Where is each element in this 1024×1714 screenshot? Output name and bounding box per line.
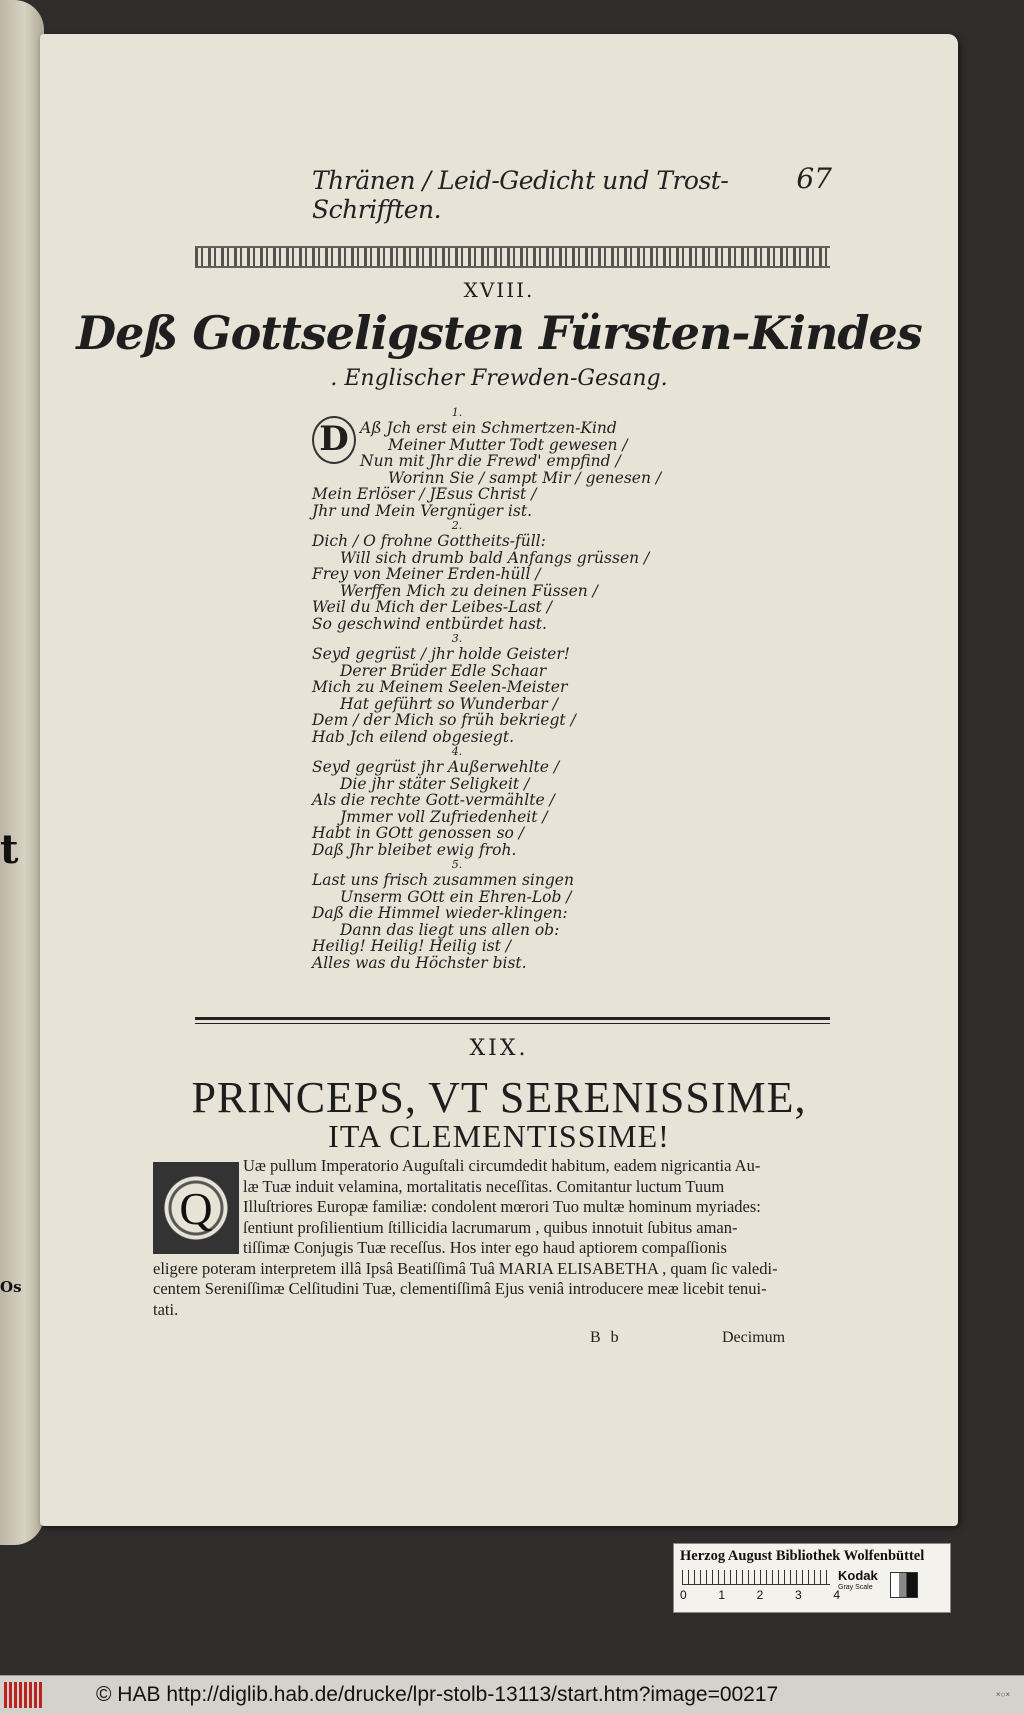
poem-line: So geschwind entbürdet hast.	[312, 614, 547, 633]
stanza	[312, 406, 712, 519]
stanza-number: 3.	[451, 632, 463, 645]
page-number: 67	[796, 162, 832, 195]
previous-page-edge	[0, 0, 44, 1545]
scale-number: 1	[718, 1588, 726, 1602]
prose-line: Illuſtriores Europæ familiæ: condolent mœrori Tuo multæ hominum myriades:	[243, 1197, 761, 1216]
prose-line: ſentiunt proſilientium ſtillicidia lacrumarum , quibus innotuit ſubitus aman-	[243, 1217, 738, 1237]
previous-page-fragment: t	[0, 826, 19, 873]
poem	[312, 406, 712, 971]
poem-line: Seyd gegrüst / jhr holde Geister!	[312, 645, 570, 663]
copyright-url[interactable]: © HAB http://diglib.hab.de/drucke/lpr-stolb-13113/start.htm?image=00217	[96, 1683, 779, 1706]
poem-line: Daß Jhr bleibet ewig froh.	[312, 840, 517, 859]
color-calibration-card	[673, 1543, 951, 1613]
poem-line: Mein Erlöser / JEsus Christ /	[312, 485, 537, 503]
poem-line: Die jhr stäter Seligkeit /	[340, 774, 530, 793]
poem-line: Last uns frisch zusammen singen	[312, 871, 574, 889]
scale-number: 3	[794, 1588, 802, 1602]
section-number: XIX.	[469, 1036, 529, 1061]
signature-mark: B b	[590, 1329, 622, 1346]
kodak-brand: Kodak	[838, 1568, 878, 1583]
poem-line: Meiner Mutter Todt gewesen /	[388, 435, 628, 454]
poem-line: Weil du Mich der Leibes-Last /	[312, 598, 552, 616]
stanza-number: 2.	[451, 519, 463, 532]
gray-scale-label: Gray Scale	[838, 1584, 873, 1591]
stanza-number: 4.	[451, 745, 463, 758]
prose-line: tati.	[153, 1299, 179, 1319]
stanza-number: 5.	[451, 858, 463, 871]
poem-line: Dich / O frohne Gottheits-füll:	[312, 532, 546, 550]
poem-line: Dann das liegt uns allen ob:	[340, 920, 560, 939]
poem-line: Unserm GOtt ein Ehren-Lob /	[340, 887, 572, 906]
poem-line: Heilig! Heilig! Heilig ist /	[312, 937, 511, 955]
poem-line: Habt in GOtt genossen so /	[312, 824, 525, 842]
gray-swatch	[890, 1572, 918, 1598]
library-name: Herzog August Bibliothek Wolfenbüttel	[680, 1548, 925, 1564]
hab-logo-icon	[4, 1682, 44, 1708]
scale-number: 0	[680, 1588, 687, 1602]
poem-line: Worinn Sie / sampt Mir / genesen /	[388, 468, 662, 487]
section-title: PRINCEPS, VT SERENISSIME,	[191, 1073, 807, 1122]
poem-line: Frey von Meiner Erden-hüll /	[312, 565, 541, 583]
poem-line: Alles was du Höchster bist.	[312, 953, 527, 972]
section-subtitle: . Englischer Frewden-Gesang.	[330, 366, 668, 391]
latin-prose	[153, 1156, 833, 1320]
scale-number: 4	[833, 1588, 840, 1602]
poem-line: Seyd gegrüst jhr Außerwehlte /	[312, 758, 560, 776]
poem-line: Daß die Himmel wieder-klingen:	[312, 904, 568, 922]
poem-line: Will sich drumb bald Anfangs grüssen /	[340, 548, 650, 567]
poem-line: Nun mit Jhr die Frewd' empfind /	[360, 452, 621, 470]
poem-line: Hab Jch eilend obgesiegt.	[312, 727, 515, 746]
prose-line: tiſſimæ Conjugis Tuæ receſſus. Hos inter ego haud aptiorem compaſſionis	[243, 1238, 727, 1257]
stanza	[312, 858, 712, 971]
previous-page-fragment: Os	[0, 1278, 22, 1296]
poem-line: Mich zu Meinem Seelen-Meister	[312, 678, 568, 696]
poem-line: Aß Jch erst ein Schmertzen-Kind	[360, 419, 617, 437]
stanza	[312, 745, 712, 858]
poem-line: Werffen Mich zu deinen Füssen /	[340, 581, 598, 600]
poem-line: Derer Brüder Edle Schaar	[340, 661, 547, 680]
section-title: Deß Gottseligsten Fürsten-Kindes	[76, 306, 922, 360]
prose-line: eligere poteram interpretem illâ Ipsâ Beatiſſimâ Tuâ MARIA ELISABETHA , quam ſic valedi-	[153, 1258, 778, 1278]
section-number: XVIII.	[463, 278, 535, 302]
section-title-line-2: ITA CLEMENTISSIME!	[328, 1118, 670, 1154]
poem-line: Jhr und Mein Vergnüger ist.	[312, 501, 532, 520]
footer-mark: ×○×	[995, 1690, 1010, 1699]
prose-line: centem Sereniſſimæ Celſitudini Tuæ, clementiſſimâ Ejus veniâ introducere meæ licebit tenui-	[153, 1279, 767, 1298]
prose-line: Uæ pullum Imperatorio Auguſtali circumdedit habitum, eadem nigricantia Au-	[243, 1156, 761, 1175]
stanza	[312, 632, 712, 745]
divider-rule	[195, 1023, 830, 1024]
ruler-scale	[682, 1570, 830, 1585]
book-page	[40, 34, 958, 1526]
stanza	[312, 519, 712, 632]
ornamental-border	[195, 246, 830, 268]
stanza-number: 1.	[451, 406, 463, 419]
scale-numbers	[680, 1588, 840, 1602]
prose-line: læ Tuæ induit velamina, mortalitatis neceſſitas. Comitantur luctum Tuum	[243, 1176, 725, 1196]
scale-number: 2	[756, 1588, 764, 1602]
viewer-footer-bar	[0, 1675, 1024, 1714]
decorated-initial: D	[312, 416, 356, 464]
poem-line: Jmmer voll Zufriedenheit /	[340, 807, 548, 826]
decorated-initial: Q	[153, 1162, 239, 1254]
running-title: Thränen / Leid-Gedicht und Trost-Schrifften.	[312, 166, 729, 224]
catchword: Decimum	[722, 1329, 786, 1346]
poem-line: Hat geführt so Wunderbar /	[340, 694, 558, 713]
divider-rule	[195, 1017, 830, 1020]
running-header	[272, 162, 832, 224]
poem-line: Dem / der Mich so früh bekriegt /	[312, 711, 576, 729]
poem-line: Als die rechte Gott-vermählte /	[312, 791, 555, 809]
